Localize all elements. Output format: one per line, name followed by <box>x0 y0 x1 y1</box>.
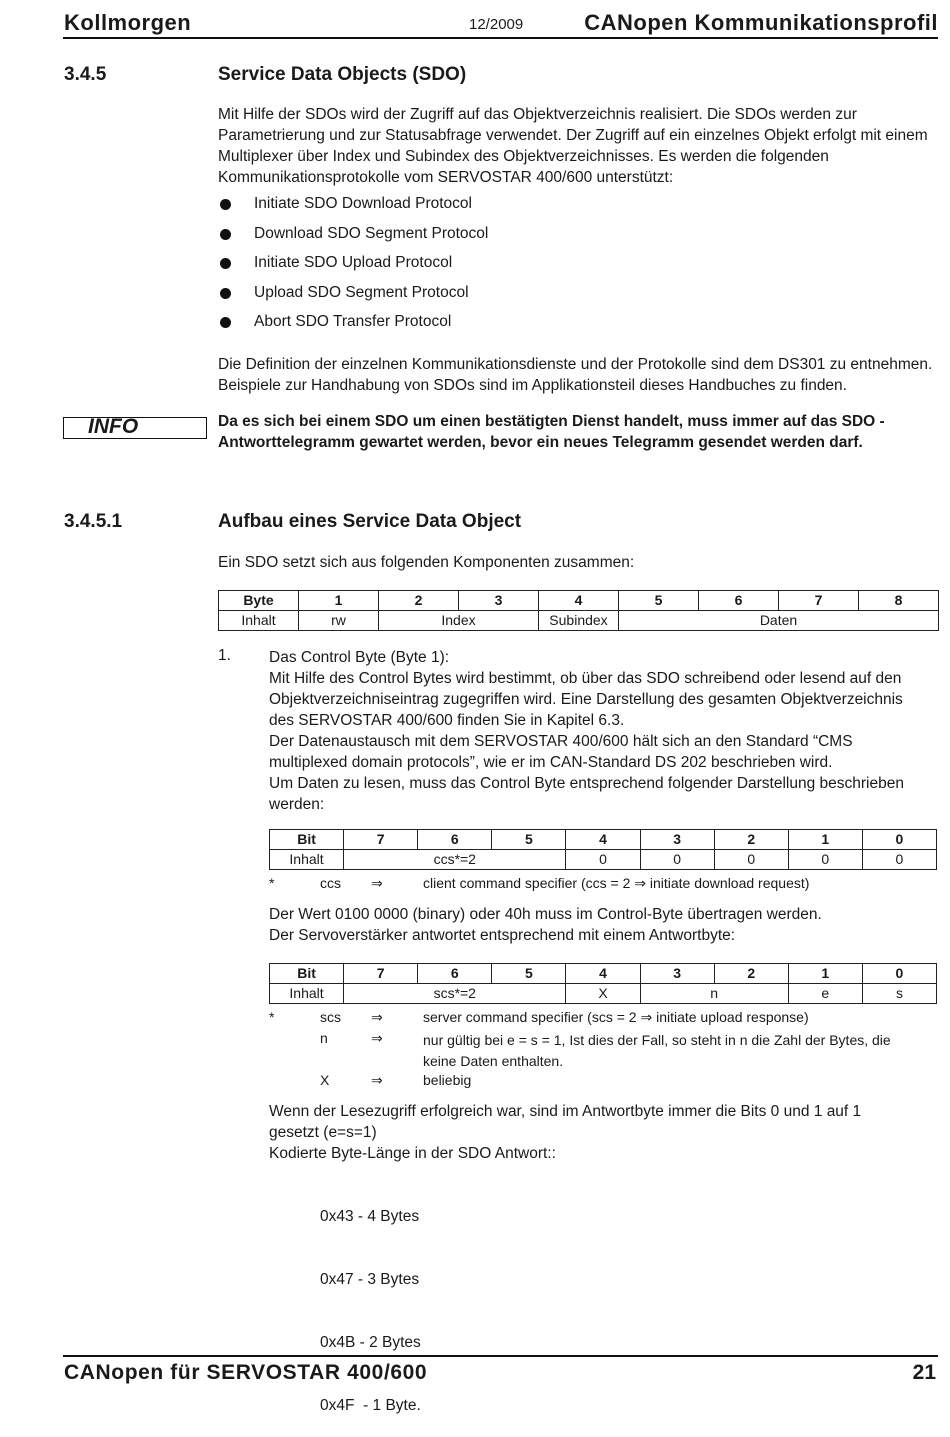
table-row <box>270 964 937 984</box>
footnote-star: * <box>269 875 275 891</box>
text-line: Objektverzeichniseintrag zugegriffen wird. Eine Darstellung des gesamten Objektverzeichnis <box>269 691 903 708</box>
text-line: Kodierte Byte-Länge in der SDO Antwort:: <box>269 1145 556 1162</box>
text-line: Mit Hilfe des Control Bytes wird bestimmt, ob über das SDO schreibend oder lesend auf den <box>269 670 902 687</box>
header-doc-title: CANopen Kommunikationsprofil <box>584 10 938 35</box>
table-header-cell: 5 <box>492 964 566 984</box>
list-item: 0x4B - 2 Bytes <box>320 1334 421 1351</box>
page-number: 21 <box>912 1361 936 1384</box>
section-intro: Mit Hilfe der SDOs wird der Zugriff auf das Objektverzeichnis realisiert. Die SDOs werden zur Parametrierung und zur Statusabfrage verwendet. Der Zugriff auf ein einzelnes Objekt erfolgt mit einem Multiplexer über Index und Subindex des Objektverzeichnisses. Es werden die folgenden Kommunikationsprotokolle vom SERVOSTAR 400/600 unterstützt: <box>218 106 928 186</box>
table-row <box>270 984 937 1004</box>
list-item: Download SDO Segment Protocol <box>218 223 918 253</box>
table-cell: Subindex <box>539 611 619 631</box>
footnote-abbr: X <box>320 1072 330 1088</box>
section-number: 3.4.5 <box>64 64 107 85</box>
table-cell: Daten <box>619 611 939 631</box>
table-header-cell: 3 <box>640 830 714 850</box>
table-header-cell: 2 <box>714 964 788 984</box>
table-cell: Inhalt <box>270 984 344 1004</box>
item-title: Das Control Byte (Byte 1): <box>269 649 450 666</box>
table-header-cell: 6 <box>418 964 492 984</box>
header-rule <box>63 37 938 39</box>
header-date: 12/2009 <box>469 16 524 33</box>
table-cell: rw <box>299 611 379 631</box>
table-header-cell: 4 <box>566 830 640 850</box>
table-header-cell: 7 <box>779 591 859 611</box>
sdo-byte-table <box>218 590 939 631</box>
list-item: Upload SDO Segment Protocol <box>218 282 918 312</box>
subsection-title: Aufbau eines Service Data Object <box>218 511 522 532</box>
table-header-cell: 3 <box>459 591 539 611</box>
text-line: Der Servoverstärker antwortet entsprechend mit einem Antwortbyte: <box>269 927 736 944</box>
byte-length-codes <box>320 1164 421 1437</box>
footnote-text: server command specifier (scs = 2 ⇒ initiate upload response) <box>423 1009 809 1025</box>
table-header-cell: 6 <box>699 591 779 611</box>
table-cell: Inhalt <box>270 850 344 870</box>
item-number: 1. <box>218 647 231 664</box>
text-line: Der Datenaustausch mit dem SERVOSTAR 400/600 hält sich an den Standard “CMS <box>269 733 853 750</box>
text-line: Der Wert 0100 0000 (binary) oder 40h muss im Control-Byte übertragen werden. <box>269 906 822 923</box>
table-row <box>219 591 939 611</box>
section-title: Service Data Objects (SDO) <box>218 64 467 85</box>
table-header-cell: 5 <box>492 830 566 850</box>
arrow-icon: ⇒ <box>371 1072 383 1088</box>
list-item: 0x43 - 4 Bytes <box>320 1208 420 1225</box>
text-line: des SERVOSTAR 400/600 finden Sie in Kapitel 6.3. <box>269 712 625 729</box>
protocol-list <box>218 193 918 341</box>
footnote-text: client command specifier (ccs = 2 ⇒ initiate download request) <box>423 875 810 891</box>
footnote-text: beliebig <box>423 1072 472 1088</box>
table-cell: 0 <box>714 850 788 870</box>
item-body <box>269 668 939 815</box>
table-cell: Inhalt <box>219 611 299 631</box>
table-cell: Index <box>379 611 539 631</box>
text-line: Um Daten zu lesen, muss das Control Byte entsprechend folgender Darstellung beschrieben <box>269 775 904 792</box>
response-byte-table <box>269 963 937 1004</box>
table-header-cell: 7 <box>344 964 418 984</box>
header-brand: Kollmorgen <box>64 10 192 35</box>
table-header-cell: 5 <box>619 591 699 611</box>
table-header-cell: Bit <box>270 964 344 984</box>
subsection-number: 3.4.5.1 <box>64 511 123 532</box>
subsection-intro: Ein SDO setzt sich aus folgenden Komponenten zusammen: <box>218 554 635 571</box>
arrow-icon: ⇒ <box>371 1009 383 1025</box>
table-cell: e <box>788 984 862 1004</box>
footer-title: CANopen für SERVOSTAR 400/600 <box>64 1361 428 1384</box>
table-cell: 0 <box>566 850 640 870</box>
table-header-cell: 8 <box>859 591 939 611</box>
list-item: 0x47 - 3 Bytes <box>320 1271 420 1288</box>
footnote-abbr: scs <box>320 1009 341 1025</box>
table-cell: ccs*=2 <box>344 850 566 870</box>
table-row <box>219 611 939 631</box>
control-byte-table <box>269 829 937 870</box>
table-cell: 0 <box>862 850 936 870</box>
response-intro <box>269 904 939 946</box>
table-cell: n <box>640 984 788 1004</box>
info-label: INFO <box>88 415 139 438</box>
table-cell: 0 <box>788 850 862 870</box>
footer-rule <box>63 1355 938 1357</box>
table-header-cell: 0 <box>862 964 936 984</box>
footnote-abbr: n <box>320 1030 328 1046</box>
table-header-cell: 7 <box>344 830 418 850</box>
table-header-cell: 4 <box>539 591 619 611</box>
arrow-icon: ⇒ <box>371 1030 383 1046</box>
info-text: Da es sich bei einem SDO um einen bestätigten Dienst handelt, muss immer auf das SDO - Antworttelegramm gewartet werden, bevor ein neues Telegramm gesendet werden darf. <box>218 413 885 451</box>
table-header-cell: Bit <box>270 830 344 850</box>
arrow-icon: ⇒ <box>371 875 383 891</box>
table-header-cell: 4 <box>566 964 640 984</box>
table-header-cell: 2 <box>379 591 459 611</box>
list-item: Initiate SDO Download Protocol <box>218 193 918 223</box>
table-cell: scs*=2 <box>344 984 566 1004</box>
list-item: Abort SDO Transfer Protocol <box>218 311 918 341</box>
table-header-cell: 6 <box>418 830 492 850</box>
table-cell: s <box>862 984 936 1004</box>
text-line: gesetzt (e=s=1) <box>269 1124 377 1141</box>
table-cell: X <box>566 984 640 1004</box>
list-item: 0x4F - 1 Byte. <box>320 1397 421 1414</box>
info-box <box>63 417 207 439</box>
footnote-abbr: ccs <box>320 875 341 891</box>
text-line: Wenn der Lesezugriff erfolgreich war, sind im Antwortbyte immer die Bits 0 und 1 auf 1 <box>269 1103 862 1120</box>
footnote-star: * <box>269 1009 275 1025</box>
definition-paragraph: Die Definition der einzelnen Kommunikationsdienste und der Protokolle sind dem DS301 zu entnehmen. Beispiele zur Handhabung von SDOs sind im Applikationsteil dieses Handbuches zu finden. <box>218 356 933 394</box>
footnote-text: nur gültig bei e = s = 1, Ist dies der Fall, so steht in n die Zahl der Bytes, die keine Daten enthalten. <box>423 1032 891 1069</box>
list-item: Initiate SDO Upload Protocol <box>218 252 918 282</box>
table-header-cell: 1 <box>299 591 379 611</box>
table-header-cell: 0 <box>862 830 936 850</box>
table-cell: 0 <box>640 850 714 870</box>
table-row <box>270 830 937 850</box>
table-header-cell: 1 <box>788 830 862 850</box>
table-header-cell: 2 <box>714 830 788 850</box>
text-line: multiplexed domain protocols”, wie er im CAN-Standard DS 202 beschrieben wird. <box>269 754 833 771</box>
table-header-cell: 1 <box>788 964 862 984</box>
text-line: werden: <box>269 796 325 813</box>
closing-text <box>269 1101 939 1164</box>
table-row <box>270 850 937 870</box>
table-header-cell: Byte <box>219 591 299 611</box>
table-header-cell: 3 <box>640 964 714 984</box>
